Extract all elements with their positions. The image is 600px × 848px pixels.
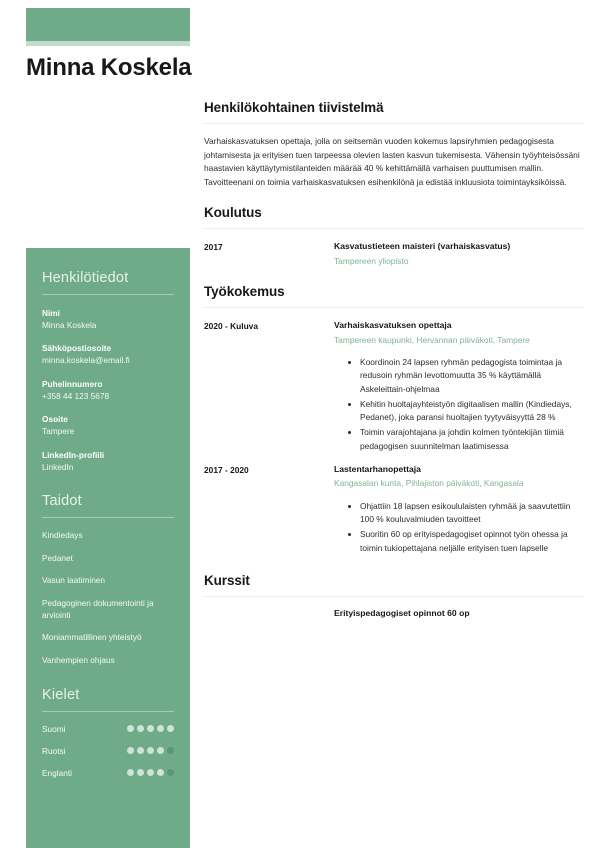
skill-item: Pedagoginen dokumentointi ja arviointi: [42, 598, 154, 620]
contact-item: [42, 449, 174, 473]
level-dot-filled: [157, 725, 164, 732]
skill-item: Vasun laatiminen: [42, 575, 106, 586]
experience-body: [334, 463, 584, 557]
level-dot-filled: [137, 725, 144, 732]
language-name: Suomi: [42, 723, 66, 734]
sidebar-heading-languages: Kielet: [42, 686, 80, 703]
main-content: [204, 100, 584, 634]
experience-job-title: Lastentarhanopettaja: [334, 463, 421, 474]
education-body: [334, 240, 584, 268]
level-dot-filled: [157, 769, 164, 776]
sidebar-section-languages: [42, 687, 174, 778]
sidebar-section-personal: [42, 270, 174, 473]
contact-label: Puhelinnumero: [42, 378, 103, 389]
sidebar-section-skills: [42, 493, 174, 666]
level-dot-filled: [167, 725, 174, 732]
section-experience: [204, 284, 584, 557]
language-name: Englanti: [42, 767, 72, 778]
contact-label: Nimi: [42, 308, 60, 318]
experience-employer: Kangasalan kunta, Pihlajiston päiväkoti, Kangasala: [334, 478, 524, 489]
contact-value-phone[interactable]: +358 44 123 5678: [42, 390, 110, 401]
level-dot-filled: [147, 769, 154, 776]
sidebar-heading-personal: Henkilötiedot: [42, 270, 129, 286]
skill-item: Kindiedays: [42, 530, 83, 541]
contact-value-email[interactable]: minna.koskela@email.fi: [42, 355, 130, 366]
language-level-dots: [127, 769, 174, 776]
sidebar-heading-skills: Taidot: [42, 493, 82, 510]
level-dot-filled: [137, 769, 144, 776]
course-date-spacer: [204, 608, 334, 618]
experience-bullets: [334, 356, 584, 453]
section-heading-education: Koulutus: [204, 205, 262, 221]
contact-label: LinkedIn-profiili: [42, 449, 105, 460]
education-institution: Tampereen yliopisto: [334, 255, 409, 266]
contact-value: Tampere: [42, 426, 75, 437]
language-name: Ruotsi: [42, 745, 66, 756]
skill-item: Pedanet: [42, 552, 73, 563]
experience-bullets: [334, 500, 584, 555]
contact-value-linkedin[interactable]: LinkedIn: [42, 461, 74, 472]
contact-label: Sähköpostiosoite: [42, 343, 112, 354]
language-row: [42, 768, 174, 778]
experience-employer: Tampereen kaupunki, Hervannan päiväkoti, Tampere: [334, 334, 530, 345]
language-level-dots: [127, 747, 174, 754]
experience-entry: [204, 463, 584, 557]
language-row: [42, 724, 174, 734]
education-degree: Kasvatustieteen maisteri (varhaiskasvatus): [334, 241, 511, 252]
skill-item: Vanhempien ohjaus: [42, 654, 115, 665]
level-dot-filled: [157, 747, 164, 754]
bullet-item: • Toimin varajohtajana ja johdin kolmen työntekijän tiimiä pedagogisen suunnitelman laatimisessa: [360, 426, 584, 453]
level-dot-filled: [137, 747, 144, 754]
sidebar: [26, 248, 190, 848]
header-accent-bar-dark: [26, 8, 190, 41]
section-courses: [204, 573, 584, 618]
course-title: Erityispedagogiset opinnot 60 op: [334, 607, 470, 618]
section-education: [204, 205, 584, 268]
sidebar-divider-skills: [42, 517, 174, 518]
page-title: Minna Koskela: [26, 54, 192, 81]
experience-date: 2017 - 2020: [204, 464, 249, 475]
section-heading-summary: Henkilökohtainen tiivistelmä: [204, 100, 384, 115]
level-dot-filled: [127, 769, 134, 776]
level-dot-filled: [147, 747, 154, 754]
section-divider-experience: [204, 307, 584, 308]
bullet-item: • Suoritin 60 op erityispedagogiset opinnot työn ohessa ja toimin tukiopettajana neljälle erityisen tuen lapselle: [360, 528, 584, 555]
header-accent-bar-light: [26, 41, 190, 46]
section-heading-experience: Työkokemus: [204, 284, 285, 300]
bullet-item: • Kehitin huoltajayhteistyön digitaalisen mallin (Kindiedays, Pedanet), joka paransi huoltajien tyytyväisyyttä 28 %: [360, 398, 584, 425]
contact-value: Minna Koskela: [42, 320, 97, 331]
course-entry: [204, 608, 584, 618]
language-row: [42, 746, 174, 756]
level-dot-filled: [147, 725, 154, 732]
section-heading-courses: Kurssit: [204, 572, 250, 588]
experience-entry: [204, 319, 584, 455]
summary-text: Varhaiskasvatuksen opettaja, jolla on seitsemän vuoden kokemus lapsiryhmien pedagogisesta johtamisesta ja erityisen tuen tarpeessa olevien lasten kasvun tukemisesta. Vähensin työyhteisössäni haastavien käyttäytymistilanteiden määrää 40 % kehittämällä varhaisen puuttumisen mallin. Tavoitteenani on toimia varhaiskasvatuksen esihenkilönä ja edistää inkluusiota toimintayksiköissä.: [204, 136, 580, 187]
education-entry: [204, 240, 584, 268]
section-divider-education: [204, 228, 584, 229]
sidebar-divider-languages: [42, 711, 174, 712]
section-divider-courses: [204, 596, 584, 597]
contact-item: [42, 342, 174, 366]
experience-body: [334, 319, 584, 455]
contact-item: [42, 307, 174, 331]
experience-date: 2020 - Kuluva: [204, 321, 258, 332]
bullet-item: • Ohjattiin 18 lapsen esikoululaisten ryhmää ja saavutettiin 100 % kouluvalmiuden tavoitteet: [360, 500, 584, 527]
contact-item: [42, 378, 174, 402]
sidebar-divider-personal: [42, 294, 174, 295]
header-accent-bar: [26, 8, 190, 46]
level-dot-filled: [127, 747, 134, 754]
section-summary: [204, 100, 584, 189]
level-dot-empty: [167, 769, 174, 776]
level-dot-filled: [127, 725, 134, 732]
experience-job-title: Varhaiskasvatuksen opettaja: [334, 320, 452, 331]
skill-item: Moniammatillinen yhteistyö: [42, 632, 142, 643]
bullet-item: • Koordinoin 24 lapsen ryhmän pedagogista toimintaa ja redusoin ryhmän levottomuutta 35 % käyttämällä Askeleittain-ohjelmaa: [360, 356, 584, 396]
language-level-dots: [127, 725, 174, 732]
section-divider-summary: [204, 123, 584, 124]
education-date: 2017: [204, 242, 223, 253]
contact-item: [42, 413, 174, 437]
level-dot-empty: [167, 747, 174, 754]
contact-label: Osoite: [42, 414, 68, 425]
